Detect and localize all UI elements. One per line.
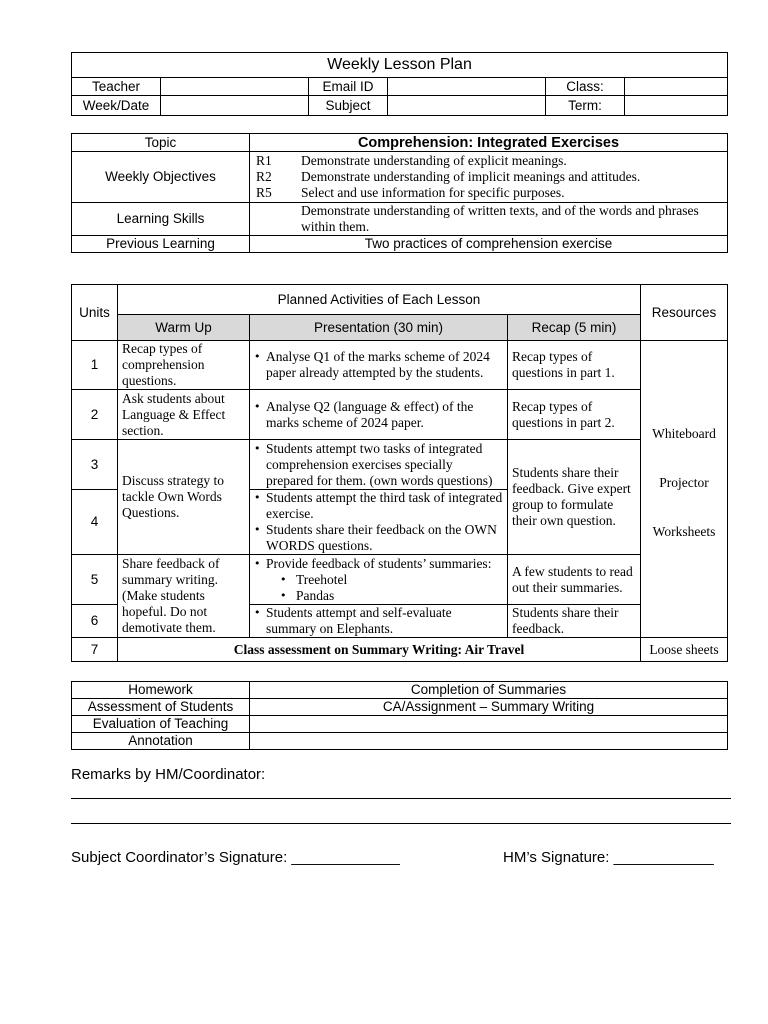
- warmup-header: Warm Up: [118, 315, 250, 341]
- assessment-label: Assessment of Students: [72, 699, 250, 716]
- objective-text: Demonstrate understanding of explicit meanings.: [301, 153, 567, 168]
- presentation-item: • Students attempt the third task of integrated exercise.: [254, 490, 503, 522]
- objectives-label: Weekly Objectives: [72, 152, 250, 203]
- units-header: Units: [72, 285, 118, 341]
- subject-field[interactable]: [388, 96, 546, 116]
- weekdate-label: Week/Date: [72, 96, 161, 116]
- unit-number: 1: [72, 341, 118, 390]
- recap-cell: Recap types of questions in part 1.: [508, 341, 641, 390]
- remarks-label: Remarks by HM/Coordinator:: [71, 766, 266, 783]
- teaching-evaluation-label: Evaluation of Teaching: [72, 716, 250, 733]
- warmup-cell: Ask students about Language & Effect section.: [118, 390, 250, 440]
- teaching-evaluation-value[interactable]: [250, 716, 728, 733]
- previous-learning-value: Two practices of comprehension exercise: [250, 236, 728, 253]
- remarks-line[interactable]: [71, 798, 731, 799]
- recap-header: Recap (5 min): [508, 315, 641, 341]
- class-field[interactable]: [625, 78, 728, 96]
- annotation-value[interactable]: [250, 733, 728, 750]
- presentation-item: • Analyse Q1 of the marks scheme of 2024 paper already attempted by the students.: [254, 349, 503, 381]
- subject-label: Subject: [309, 96, 388, 116]
- recap-cell: Students share their feedback.: [508, 605, 641, 638]
- unit-number: 3: [72, 440, 118, 490]
- term-label: Term:: [546, 96, 625, 116]
- hm-signature[interactable]: HM’s Signature: ____________: [503, 849, 714, 866]
- objective-code: R5: [256, 185, 272, 200]
- teacher-label: Teacher: [72, 78, 161, 96]
- homework-value[interactable]: Completion of Summaries: [250, 682, 728, 699]
- unit-number: 2: [72, 390, 118, 440]
- presentation-item: • Students attempt two tasks of integrated comprehension exercises specially prepared for them. (own words questions): [254, 441, 503, 489]
- objective-text: Select and use information for specific purposes.: [301, 185, 565, 200]
- presentation-item: • Analyse Q2 (language & effect) of the marks scheme of 2024 paper.: [254, 399, 503, 431]
- resources-header: Resources: [641, 285, 728, 341]
- email-field[interactable]: [388, 78, 546, 96]
- assessment-cell: Class assessment on Summary Writing: Air Travel: [118, 638, 641, 662]
- presentation-cell: [250, 390, 508, 440]
- annotation-label: Annotation: [72, 733, 250, 750]
- term-field[interactable]: [625, 96, 728, 116]
- warmup-cell: Share feedback of summary writing. (Make students hopeful. Do not demotivate them.: [118, 555, 250, 638]
- header-table: [71, 52, 728, 116]
- activities-table: [71, 284, 728, 662]
- objective-text: Demonstrate understanding of implicit meanings and attitudes.: [301, 169, 641, 184]
- warmup-cell: Discuss strategy to tackle Own Words Questions.: [118, 440, 250, 555]
- skills-label: Learning Skills: [72, 203, 250, 236]
- resource-projector: Projector: [659, 474, 709, 490]
- objectives-list: [250, 152, 728, 203]
- objective-code: R1: [256, 153, 272, 168]
- teacher-field[interactable]: [161, 78, 309, 96]
- resources-cell: [641, 341, 728, 638]
- weekdate-field[interactable]: [161, 96, 309, 116]
- previous-learning-label: Previous Learning: [72, 236, 250, 253]
- evaluation-table: [71, 681, 728, 750]
- summary-topic-item: • Pandas: [280, 588, 503, 604]
- class-label: Class:: [546, 78, 625, 96]
- unit-number: 6: [72, 605, 118, 638]
- objective-item: [256, 185, 723, 201]
- warmup-cell: Recap types of comprehension questions.: [118, 341, 250, 390]
- resource-whiteboard: Whiteboard: [652, 425, 716, 441]
- skills-value: Demonstrate understanding of written texts, and of the words and phrases within them.: [250, 203, 728, 236]
- objective-code: R2: [256, 169, 272, 184]
- resource-worksheets: Worksheets: [652, 523, 716, 539]
- presentation-cell: [250, 605, 508, 638]
- topic-table: [71, 133, 728, 253]
- recap-cell: Students share their feedback. Give expert group to formulate their own question.: [508, 440, 641, 555]
- presentation-item: • Students attempt and self-evaluate summary on Elephants.: [254, 605, 503, 637]
- recap-cell: Recap types of questions in part 2.: [508, 390, 641, 440]
- homework-label: Homework: [72, 682, 250, 699]
- objective-item: [256, 169, 723, 185]
- presentation-cell: [250, 555, 508, 605]
- presentation-item: • Students share their feedback on the OWN WORDS questions.: [254, 522, 503, 554]
- email-label: Email ID: [309, 78, 388, 96]
- presentation-cell: [250, 490, 508, 555]
- presentation-header: Presentation (30 min): [250, 315, 508, 341]
- assessment-resource-cell: Loose sheets: [641, 638, 728, 662]
- page-title: Weekly Lesson Plan: [72, 53, 728, 78]
- summary-topic-item: • Treehotel: [280, 572, 503, 588]
- coordinator-signature[interactable]: Subject Coordinator’s Signature: _____________: [71, 849, 400, 866]
- unit-number: 4: [72, 490, 118, 555]
- topic-value: Comprehension: Integrated Exercises: [250, 134, 728, 152]
- assessment-value[interactable]: CA/Assignment – Summary Writing: [250, 699, 728, 716]
- objective-item: [256, 153, 723, 169]
- presentation-item: • Provide feedback of students’ summaries:: [254, 556, 503, 572]
- presentation-cell: [250, 341, 508, 390]
- remarks-line[interactable]: [71, 823, 731, 824]
- presentation-cell: [250, 440, 508, 490]
- unit-number: 5: [72, 555, 118, 605]
- topic-label: Topic: [72, 134, 250, 152]
- unit-number: 7: [72, 638, 118, 662]
- planned-activities-header: Planned Activities of Each Lesson: [118, 285, 641, 315]
- recap-cell: A few students to read out their summaries.: [508, 555, 641, 605]
